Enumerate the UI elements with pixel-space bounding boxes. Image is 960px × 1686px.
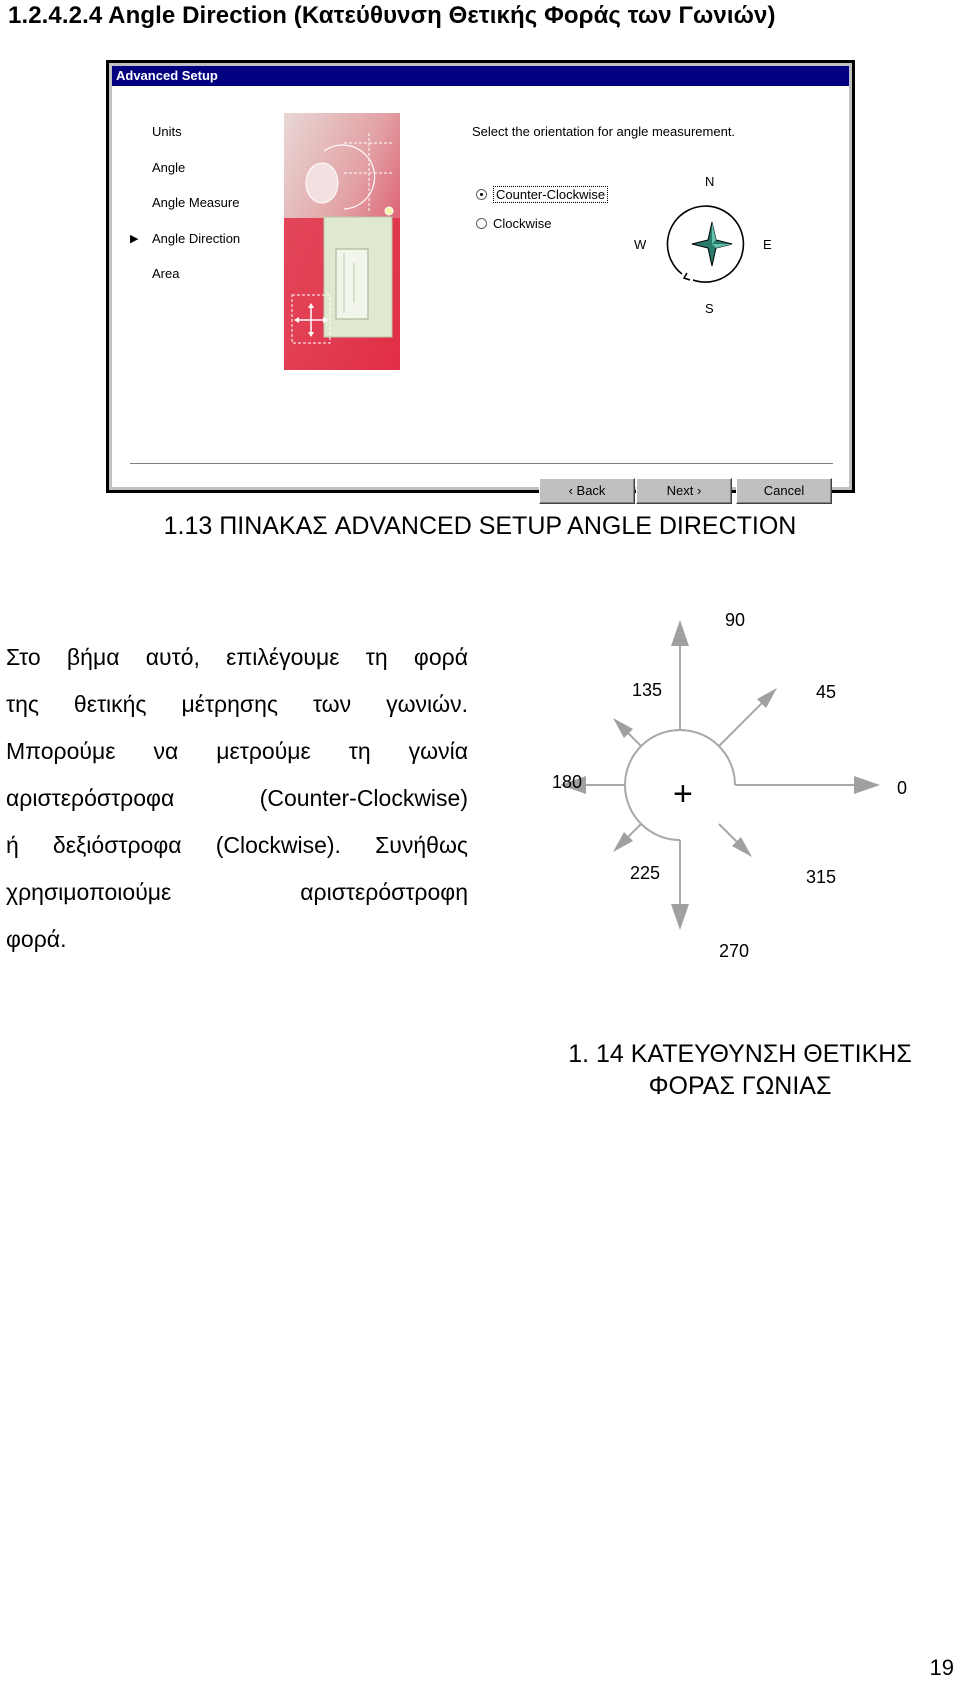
step-angle-direction[interactable] xyxy=(130,229,241,265)
step-label: Angle xyxy=(152,159,186,175)
angle-label-45: 45 xyxy=(816,682,837,702)
caption-line: ΦΟΡΑΣ ΓΩΝΙΑΣ xyxy=(648,1072,832,1100)
angle-label-315: 315 xyxy=(806,867,837,887)
dialog-body xyxy=(112,86,849,498)
angle-arrows-graphic xyxy=(540,600,940,980)
compass-rose-icon xyxy=(624,174,804,324)
angle-label-180: 180 xyxy=(552,772,583,792)
figure-caption-1: 1.13 ΠΙΝΑΚΑΣ ADVANCED SETUP ANGLE DIRECTION xyxy=(163,512,797,540)
paragraph-line: φορά. xyxy=(6,926,67,952)
center-plus-mark: + xyxy=(673,775,693,813)
paragraph-line: Μπορούμε να μετρούμε τη γωνία xyxy=(6,738,468,764)
dialog-separator xyxy=(130,463,833,465)
compass-e-label: E xyxy=(763,237,772,252)
cancel-button[interactable]: Cancel xyxy=(736,478,832,504)
dialog-title: Advanced Setup xyxy=(112,66,849,86)
page-number: 19 xyxy=(929,1655,954,1680)
angle-label-225: 225 xyxy=(630,863,661,883)
radio-counter-clockwise[interactable] xyxy=(476,186,608,203)
paragraph-line: ή δεξιόστροφα (Clockwise). Συνήθως xyxy=(6,832,468,858)
paragraph-line: χρησιμοποιούμε αριστερόστροφη xyxy=(6,879,468,905)
paragraph-line: της θετικής μέτρησης των γωνιών. xyxy=(6,691,468,717)
paragraph-line: Στο βήμα αυτό, επιλέγουμε τη φορά xyxy=(6,644,468,670)
section-heading: 1.2.4.2.4 Angle Direction (Κατεύθυνση Θετικής Φοράς των Γωνιών) xyxy=(8,2,776,29)
caption-line: 1. 14 ΚΑΤΕΥΘΥΝΣΗ ΘΕΤΙΚΗΣ xyxy=(568,1040,912,1068)
angle-label-270: 270 xyxy=(719,941,750,961)
step-angle[interactable] xyxy=(152,158,240,194)
angle-label-135: 135 xyxy=(632,680,663,700)
radio-button[interactable] xyxy=(476,218,487,229)
orientation-prompt: Select the orientation for angle measurement. xyxy=(472,124,736,139)
paragraph-line: αριστερόστροφα (Counter-Clockwise) xyxy=(6,785,468,811)
compass-w-label: W xyxy=(634,237,647,252)
compass-n-label: N xyxy=(705,174,715,189)
step-label: Angle Measure xyxy=(152,195,240,210)
angle-label-90: 90 xyxy=(725,610,746,630)
step-area[interactable] xyxy=(152,264,240,300)
current-step-arrow-icon: ▶ xyxy=(130,232,139,245)
radio-button-selected[interactable] xyxy=(476,189,487,200)
step-units[interactable] xyxy=(152,122,240,158)
back-button[interactable]: ‹ Back xyxy=(539,478,635,504)
compass-s-label: S xyxy=(705,301,714,316)
advanced-setup-dialog xyxy=(106,60,855,498)
radio-label: Counter-Clockwise xyxy=(493,186,608,203)
figure-caption-2 xyxy=(520,1038,960,1102)
radio-clockwise[interactable] xyxy=(476,216,552,231)
compass xyxy=(624,174,804,324)
radio-label: Clockwise xyxy=(493,216,552,231)
angle-direction-diagram xyxy=(540,600,940,980)
step-angle-measure[interactable] xyxy=(152,193,240,229)
step-label: Angle Direction xyxy=(152,230,241,246)
wizard-steps xyxy=(130,122,241,300)
step-label: Units xyxy=(152,124,182,139)
step-label: Area xyxy=(152,266,180,281)
next-button[interactable]: Next › xyxy=(636,478,732,504)
wizard-banner-image xyxy=(284,113,400,370)
angle-label-0: 0 xyxy=(897,778,908,798)
body-paragraph xyxy=(6,634,468,963)
